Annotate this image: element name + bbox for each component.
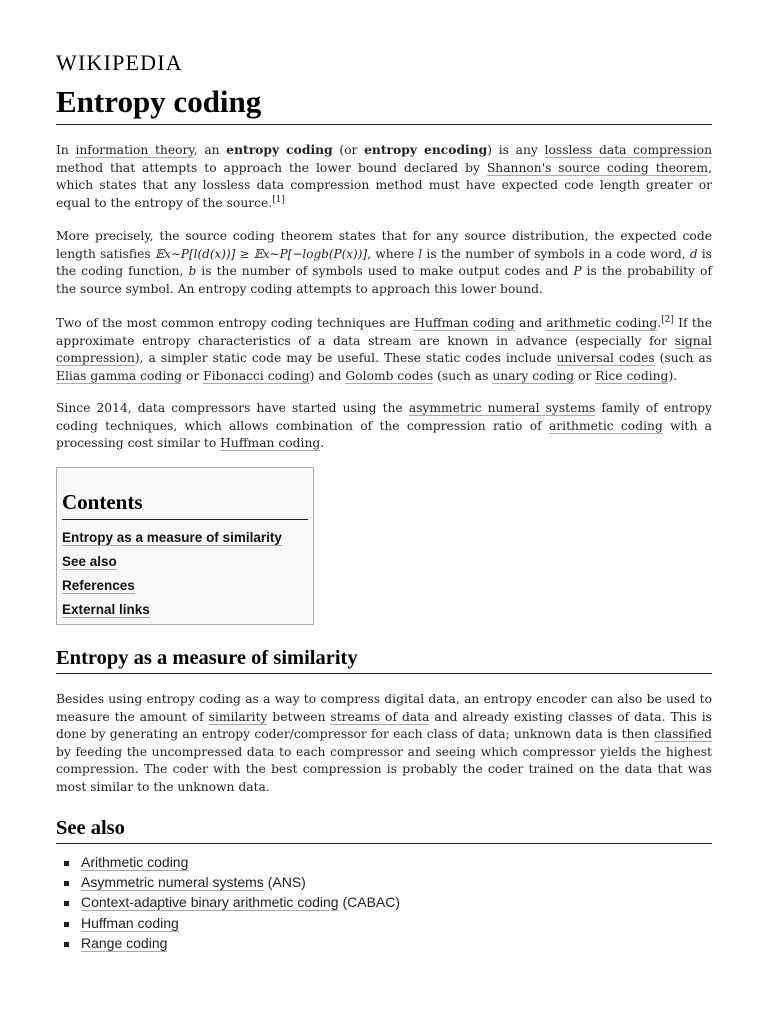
list-item (56, 852, 400, 872)
link-similarity[interactable]: similarity (208, 709, 268, 724)
list-item (56, 913, 400, 933)
see-also-link-cabac[interactable]: Context-adaptive binary arithmetic coding (81, 894, 339, 911)
link-information-theory[interactable]: information theory (75, 143, 194, 157)
toc-title: Contents (62, 490, 308, 520)
link-golomb-codes[interactable]: Golomb codes (345, 368, 434, 383)
list-item: Asymmetric numeral systems (ANS) (56, 872, 400, 892)
link-unary-coding[interactable]: unary coding (492, 368, 575, 383)
link-streams-of-data[interactable]: streams of data (330, 709, 430, 724)
see-also-list (56, 852, 400, 953)
wikipedia-wordmark[interactable]: WIKIPEDIA (56, 50, 183, 75)
toc-item-external-links[interactable]: External links (62, 602, 150, 617)
toc-item-references[interactable]: References (62, 578, 135, 593)
reference-1[interactable]: [1] (272, 194, 285, 205)
link-rice-coding[interactable]: Rice coding (595, 368, 669, 383)
toc-item-entropy-similarity[interactable]: Entropy as a measure of similarity (62, 530, 282, 545)
link-asymmetric-numeral-systems[interactable]: asymmetric numeral systems (408, 401, 596, 415)
intro-paragraph-1: In information theory, an entropy coding (or entropy encoding) is any lossless data compression method that attempts to approach the lower bound declared by Shannon's source coding theorem, which states that any lossless data compression method must have expected code length greater or equal to the entropy of the source.[1] (56, 142, 713, 210)
see-also-link-ans[interactable]: Asymmetric numeral systems (81, 874, 264, 891)
table-of-contents (56, 467, 314, 625)
code-length-inequality-formula: 𝔼x∼P[l(d(x))] ≥ 𝔼x∼P[−logb(P(x))] (154, 246, 368, 261)
link-fibonacci-coding[interactable]: Fibonacci coding (203, 368, 310, 383)
link-arithmetic-coding[interactable]: arithmetic coding (548, 418, 663, 433)
link-lossless-data-compression[interactable]: lossless data compression (544, 143, 713, 157)
similarity-paragraph: Besides using entropy coding as a way to compress digital data, an entropy encoder can also be used to measure the amount of similarity between streams of data and already existing classes of data. This is done by generating an entropy coder/compressor for each class of data; unknown data is then classified by feeding the uncompressed data to each compressor and seeing which compressor yields the highest compression. The coder with the best compression is probably the coder trained on the data that was most similar to the unknown data. (56, 692, 712, 794)
page-title: Entropy coding (56, 84, 712, 125)
intro-paragraph-2: More precisely, the source coding theorem states that for any source distribution, the expected code length satisfies 𝔼x∼P[l(d(x))] ≥ 𝔼x∼P[−logb(P(x))], where l is the number of symbols in a code word, d is the coding function, b is the number of symbols used to make output codes and P is the probability of the source symbol. An entropy coding attempts to approach this lower bound. (56, 229, 712, 296)
see-also-link-huffman-coding[interactable]: Huffman coding (81, 914, 179, 931)
link-elias-gamma-coding[interactable]: Elias gamma coding (56, 368, 183, 383)
term-entropy-encoding: entropy encoding (364, 142, 488, 157)
link-source-coding-theorem[interactable]: Shannon's source coding theorem (486, 160, 709, 175)
link-huffman-coding[interactable]: Huffman coding (220, 436, 321, 451)
term-entropy-coding: entropy coding (226, 142, 333, 157)
list-item: Context-adaptive binary arithmetic coding (CABAC) (56, 892, 400, 912)
link-arithmetic-coding[interactable]: arithmetic coding (546, 316, 658, 330)
intro-paragraph-3: Two of the most common entropy coding techniques are Huffman coding and arithmetic coding.[2] If the approximate entropy characteristics of a data stream are known in advance (especially for signal compression), a simpler static code may be useful. These static codes include universal codes (such as Elias gamma coding or Fibonacci coding) and Golomb codes (such as unary coding or Rice coding). (56, 314, 713, 383)
see-also-link-arithmetic-coding[interactable]: Arithmetic coding (81, 854, 189, 870)
reference-2[interactable]: [2] (661, 314, 674, 325)
see-also-link-range-coding[interactable]: Range coding (81, 934, 168, 951)
intro-paragraph-4: Since 2014, data compressors have started using the asymmetric numeral systems family of entropy coding techniques, which allows combination of the compression ratio of arithmetic coding with a processing cost similar to Huffman coding. (56, 401, 713, 451)
section-heading-entropy-similarity: Entropy as a measure of similarity (56, 647, 712, 674)
list-item (56, 933, 400, 953)
link-classified[interactable]: classified (653, 727, 712, 742)
link-signal-compression[interactable]: signal compression (56, 333, 712, 366)
section-heading-see-also: See also (56, 817, 712, 844)
link-universal-codes[interactable]: universal codes (556, 351, 655, 366)
toc-item-see-also[interactable]: See also (62, 554, 117, 569)
link-huffman-coding[interactable]: Huffman coding (414, 316, 515, 330)
